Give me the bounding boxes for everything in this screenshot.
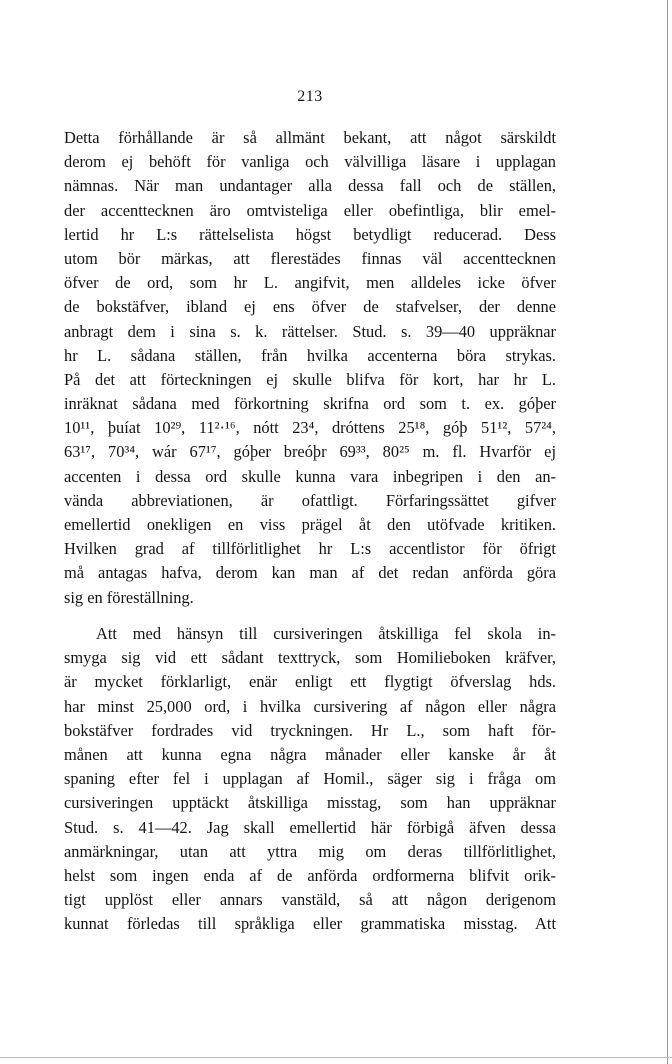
- text-line: sig en föreställning.: [64, 587, 194, 607]
- text-line: smyga sig vid ett sådant texttryck, som Homilieboken kräfver,: [64, 648, 556, 668]
- paragraph-1: [64, 126, 556, 610]
- text-line: 63¹⁷, 70³⁴, wár 67¹⁷, góþer breóþr 69³³, 80²⁵ m. fl. Hvarför ej: [64, 442, 556, 462]
- text-line: Detta förhållande är så allmänt bekant, att något särskildt: [64, 128, 556, 147]
- text-line: bokstäfver fordrades vid tryckningen. Hr L., som haft för-: [64, 720, 556, 740]
- text-line: spaning efter fel i upplagan af Homil., säger sig i fråga om: [64, 769, 556, 789]
- text-line: har minst 25,000 ord, i hvilka cursivering af någon eller några: [64, 696, 556, 716]
- text-line: emellertid onekligen en viss prägel åt den utöfvade kritiken.: [64, 515, 556, 534]
- page-bottom-edge: [0, 1057, 672, 1058]
- text-line: kunnat förledas till språkliga eller grammatiska misstag. Att: [64, 914, 556, 934]
- page-number: 213: [297, 88, 323, 105]
- text-line: nämnas. När man undantager alla dessa fall och de ställen,: [64, 176, 556, 196]
- text-line: helst som ingen enda af de anförda ordformerna blifvit orik-: [64, 865, 556, 885]
- text-line: må antagas hafva, derom kan man af det redan anförda göra: [64, 563, 556, 583]
- text-line: utom bör märkas, att flerestädes finnas väl accenttecknen: [64, 248, 556, 268]
- text-line: månen att kunna egna några månader eller kanske år åt: [64, 744, 556, 764]
- text-line: Hvilken grad af tillförlitlighet hr L:s accentlistor för öfrigt: [64, 539, 556, 559]
- text-line: vända abbreviationen, är ofattligt. Förfaringssättet gifver: [64, 490, 556, 510]
- text-line: hr L. sådana ställen, från hvilka accenterna böra strykas.: [64, 345, 556, 365]
- text-line: derom ej behöft för vanliga och välvilliga läsare i upplagan: [64, 152, 556, 172]
- text-line: Att med hänsyn till cursiveringen åtskilliga fel skola in-: [96, 624, 556, 643]
- text-line: der accenttecknen äro omtvisteliga eller obefintliga, blir emel-: [64, 200, 556, 220]
- text-line: cursiveringen upptäckt åtskilliga misstag, som han uppräknar: [64, 793, 556, 813]
- text-line: På det att förteckningen ej skulle blifva för kort, har hr L.: [64, 369, 556, 389]
- text-line: inräknat sådana med förkortning skrifna ord som t. ex. góþer: [64, 394, 556, 414]
- text-line: anbragt dem i sina s. k. rättelser. Stud. s. 39—40 uppräknar: [64, 321, 556, 341]
- page-right-edge: [667, 0, 668, 1064]
- text-line: accenten i dessa ord skulle kunna vara inbegripen i den an-: [64, 466, 556, 486]
- text-line: 10¹¹, þuíat 10²⁹, 11²·¹⁶, nótt 23⁴, dróttens 25¹⁸, góþ 51¹², 57²⁴,: [64, 418, 556, 438]
- text-line: anmärkningar, utan att yttra mig om deras tillförlitlighet,: [64, 841, 556, 861]
- text-line: öfver de ord, som hr L. angifvit, men alldeles icke öfver: [64, 273, 556, 293]
- text-line: tigt upplöst eller annars vanstäld, så att någon derigenom: [64, 890, 556, 910]
- paragraph-2: [64, 622, 556, 936]
- text-line: Stud. s. 41—42. Jag skall emellertid här förbigå äfven dessa: [64, 817, 556, 837]
- text-line: är mycket förklarligt, enär enligt ett flygtigt öfverslag hds.: [64, 672, 556, 692]
- text-line: lertid hr L:s rättelselista högst betydligt reducerad. Dess: [64, 224, 556, 244]
- text-line: de bokstäfver, ibland ej ens öfver de stafvelser, der denne: [64, 297, 556, 317]
